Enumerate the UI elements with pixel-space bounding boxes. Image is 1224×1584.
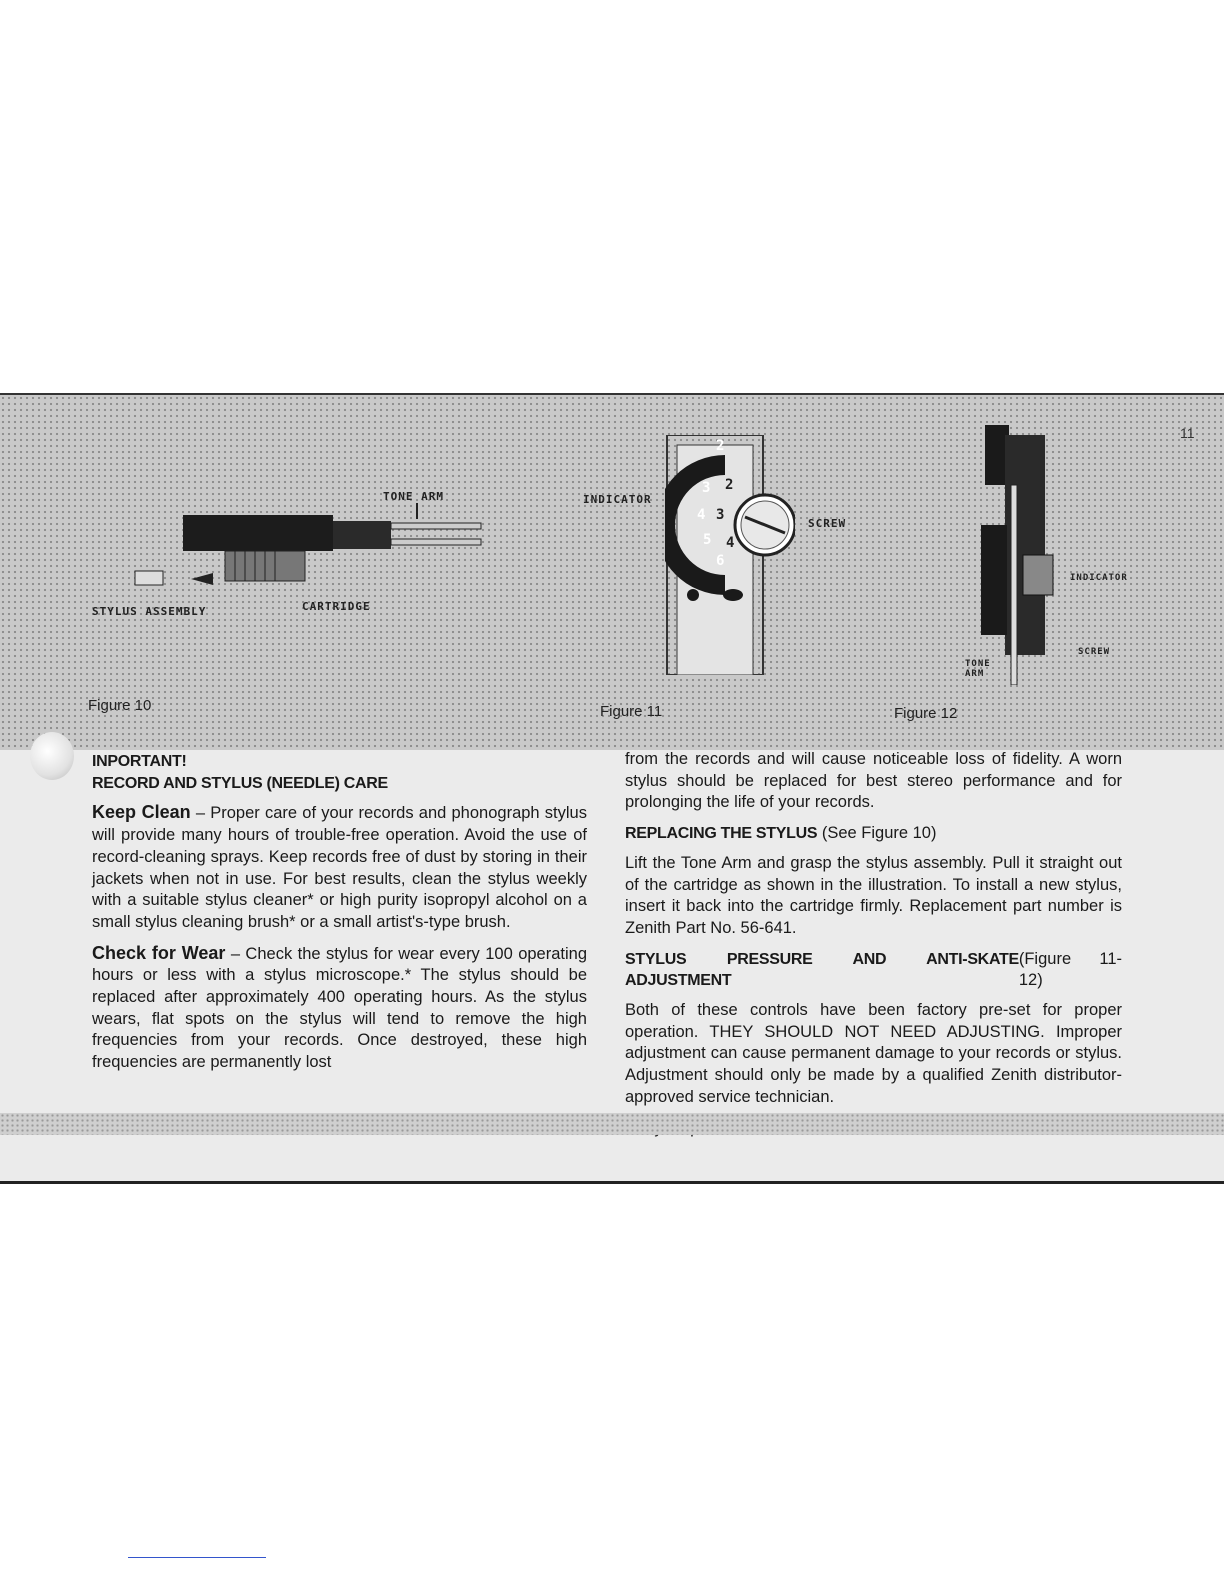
ref-figure-11-12: (Figure 11-12) — [1018, 949, 1122, 990]
footer-rule — [128, 1557, 266, 1558]
figure-10-illustration — [95, 495, 495, 615]
paragraph-replacing: Lift the Tone Arm and grasp the stylus assembly. Pull it straight out of the cartridge as shown in the illustration. To install a new stylus, insert it back into the cartridge firmly. Replacement part number is Zenith Part No. 56-641. — [625, 853, 1122, 937]
figure-12-illustration — [975, 425, 1075, 685]
binder-hole — [30, 732, 74, 780]
heading-record-stylus-care: RECORD AND STYLUS (NEEDLE) CARE — [92, 774, 388, 792]
label-cartridge: CARTRIDGE — [302, 600, 371, 613]
runin-check-wear: Check for Wear — [92, 942, 226, 963]
label-screw-fig12: SCREW — [1078, 647, 1111, 657]
page-number: 11 — [1180, 425, 1195, 441]
paragraph-check-wear — [92, 943, 587, 1074]
scale-mark-2: 2 — [716, 438, 726, 454]
text-check-wear: – Check the stylus for wear every 100 operating hours or less with a stylus microscope.* The stylus should be replaced after approximately 400 operating hours. As the stylus wears, flat spots on the stylus will tend to remove the high frequencies from your records. Once destroyed, these high frequencies are permanently lost — [92, 944, 587, 1072]
heading-pressure-row — [625, 949, 1122, 992]
figure-11-illustration — [665, 435, 795, 675]
scale-mark-5: 5 — [703, 532, 713, 548]
label-tone-arm-fig12: TONE ARM — [965, 659, 991, 679]
paragraph-keep-clean — [92, 802, 587, 933]
label-indicator-fig12: INDICATOR — [1070, 573, 1128, 583]
scale-mark-3: 3 — [702, 480, 712, 496]
scale-mark-6: 6 — [716, 553, 726, 569]
text-keep-clean: – Proper care of your records and phonograph stylus will provide many hours of trouble-free operation. Avoid the use of record-cleaning sprays. Keep records free of dust by storing in their jackets when not in use. For best results, clean the stylus weekly with a suitable stylus cleaner* or high purity isopropyl alcohol on a small stylus cleaning brush* or a small artist's-type brush. — [92, 804, 587, 931]
right-column — [625, 749, 1122, 1139]
heading-stylus-pressure: STYLUS PRESSURE AND ANTI-SKATE ADJUSTMENT — [625, 950, 1019, 990]
paragraph-continued: from the records and will cause noticeable loss of fidelity. A worn stylus should be replaced for best stereo performance and for prolonging the life of your records. — [625, 750, 1122, 812]
heading-important: INPORTANT! — [92, 753, 187, 770]
figure-band — [0, 395, 1224, 750]
label-indicator-fig11: INDICATOR — [583, 493, 652, 506]
inner-mark-2: 2 — [725, 477, 735, 493]
figure-12-caption: Figure 12 — [894, 705, 958, 722]
ref-figure-10: (See Figure 10) — [817, 824, 937, 843]
inner-mark-3: 3 — [716, 507, 726, 523]
heading-replacing-row — [625, 823, 1122, 845]
label-screw-fig11: SCREW — [808, 517, 847, 530]
heading-replacing-stylus: REPLACING THE STYLUS — [625, 825, 818, 843]
paragraph-pressure: Both of these controls have been factory pre-set for proper operation. THEY SHOULD NOT NEED ADJUSTING. Improper adjustment can cause permanent damage to your records or stylus. Adjustment should only be made by a qualified Zenith distributor-approved service technician. — [625, 1001, 1122, 1106]
label-tone-arm: TONE ARM — [383, 490, 444, 503]
left-column — [92, 751, 587, 1083]
inner-mark-4: 4 — [726, 535, 736, 551]
label-stylus-assembly: STYLUS ASSEMBLY — [92, 605, 207, 618]
figure-10-caption: Figure 10 — [88, 697, 152, 714]
runin-keep-clean: Keep Clean — [92, 802, 191, 823]
bottom-band — [0, 1113, 1224, 1135]
manual-page — [0, 393, 1224, 1184]
figure-11-caption: Figure 11 — [600, 703, 663, 720]
scale-mark-4: 4 — [697, 507, 707, 523]
